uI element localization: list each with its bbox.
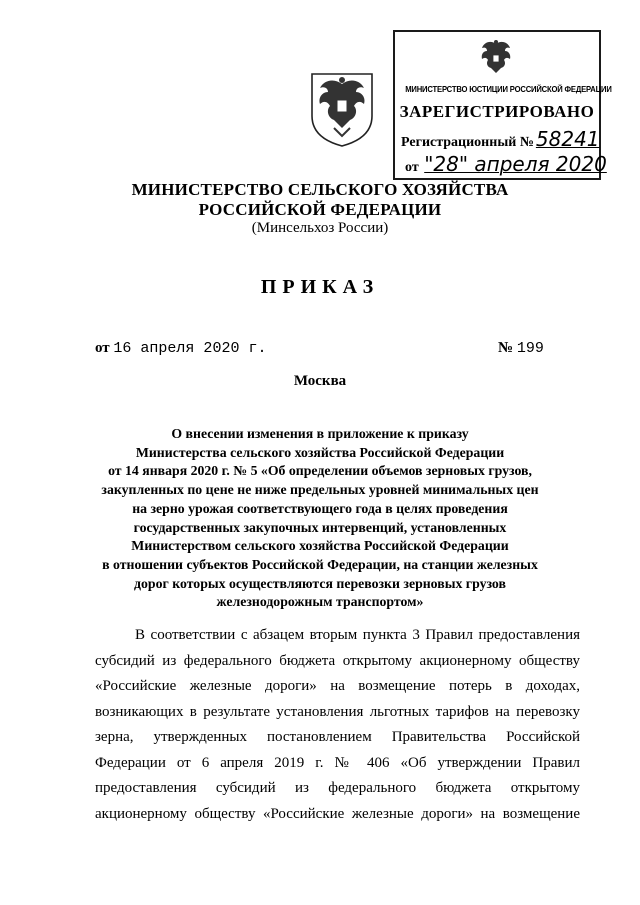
subject-line: О внесении изменения в приложение к приказу xyxy=(171,426,469,441)
order-subject xyxy=(80,425,560,612)
subject-line: на зерно урожая соответствующего года в целях проведения xyxy=(132,500,508,516)
stamp-registration-number xyxy=(401,127,599,151)
order-number-value: 199 xyxy=(516,340,544,357)
order-date-label: от xyxy=(95,340,110,356)
order-date-value: 16 апреля 2020 г. xyxy=(113,340,267,357)
body-line: Федерации от 6 апреля 2019 г. № 406 «Об утверждении Правил xyxy=(95,754,580,771)
ministry-short-name: (Минсельхоз России) xyxy=(251,220,389,236)
ministry-name-line2: РОССИЙСКОЙ ФЕДЕРАЦИИ xyxy=(198,200,442,219)
body-line: субсидий из федерального бюджета открытому акционерному обществу xyxy=(95,652,580,669)
stamp-ministry-name: МИНИСТЕРСТВО ЮСТИЦИИ РОССИЙСКОЙ ФЕДЕРАЦИИ xyxy=(405,84,612,94)
order-date xyxy=(95,340,266,357)
subject-line: дорог которых осуществляются перевозки зерновых грузов xyxy=(134,575,506,591)
stamp-registered-label: ЗАРЕГИСТРИРОВАНО xyxy=(399,102,595,121)
subject-line: Министерством сельского хозяйства Российской Федерации xyxy=(131,538,509,554)
subject-line: от 14 января 2020 г. № 5 «Об определении объемов зерновых грузов, xyxy=(108,463,532,479)
body-line: акционерному обществу «Российские железные дороги» на возмещение xyxy=(95,805,580,822)
body-paragraph xyxy=(95,623,580,827)
subject-line: закупленных по цене не ниже предельных уровней минимальных цен xyxy=(101,482,539,498)
ministry-name-line1: МИНИСТЕРСТВО СЕЛЬСКОГО ХОЗЯЙСТВА xyxy=(131,180,509,199)
order-number-label: № xyxy=(498,340,514,356)
stamp-coat-of-arms-emblem xyxy=(477,38,515,80)
subject-line: железнодорожным транспортом» xyxy=(216,594,424,610)
coat-of-arms-emblem xyxy=(306,70,378,148)
order-number xyxy=(498,340,544,357)
subject-line: Министерства сельского хозяйства Российской Федерации xyxy=(135,444,505,460)
document-title: ПРИКАЗ xyxy=(260,276,380,298)
registration-stamp xyxy=(393,30,612,180)
body-line: предоставления субсидий из федерального бюджета открытому xyxy=(95,780,580,796)
stamp-reg-label: Регистрационный № xyxy=(401,135,534,150)
stamp-date-value: "28" апреля 2020 xyxy=(424,152,607,176)
body-line: «Российские железные дороги» на возмещение потерь в доходах, xyxy=(95,678,580,694)
body-line: В соответствии с абзацем вторым пункта 3 Правил предоставления xyxy=(135,627,580,643)
body-line: возникающих в результате установления льготных тарифов на перевозку xyxy=(95,703,580,720)
subject-line: в отношении субъектов Российской Федерации, на станции железных xyxy=(102,556,538,572)
stamp-reg-number-value: 58241 xyxy=(535,127,600,151)
order-city: Москва xyxy=(293,373,347,389)
subject-line: государственных закупочных интервенций, установленных xyxy=(133,519,507,535)
stamp-date-label: от xyxy=(405,160,419,175)
stamp-registration-date xyxy=(405,152,607,176)
body-line: зерна, утвержденных постановлением Правительства Российской xyxy=(95,729,580,745)
